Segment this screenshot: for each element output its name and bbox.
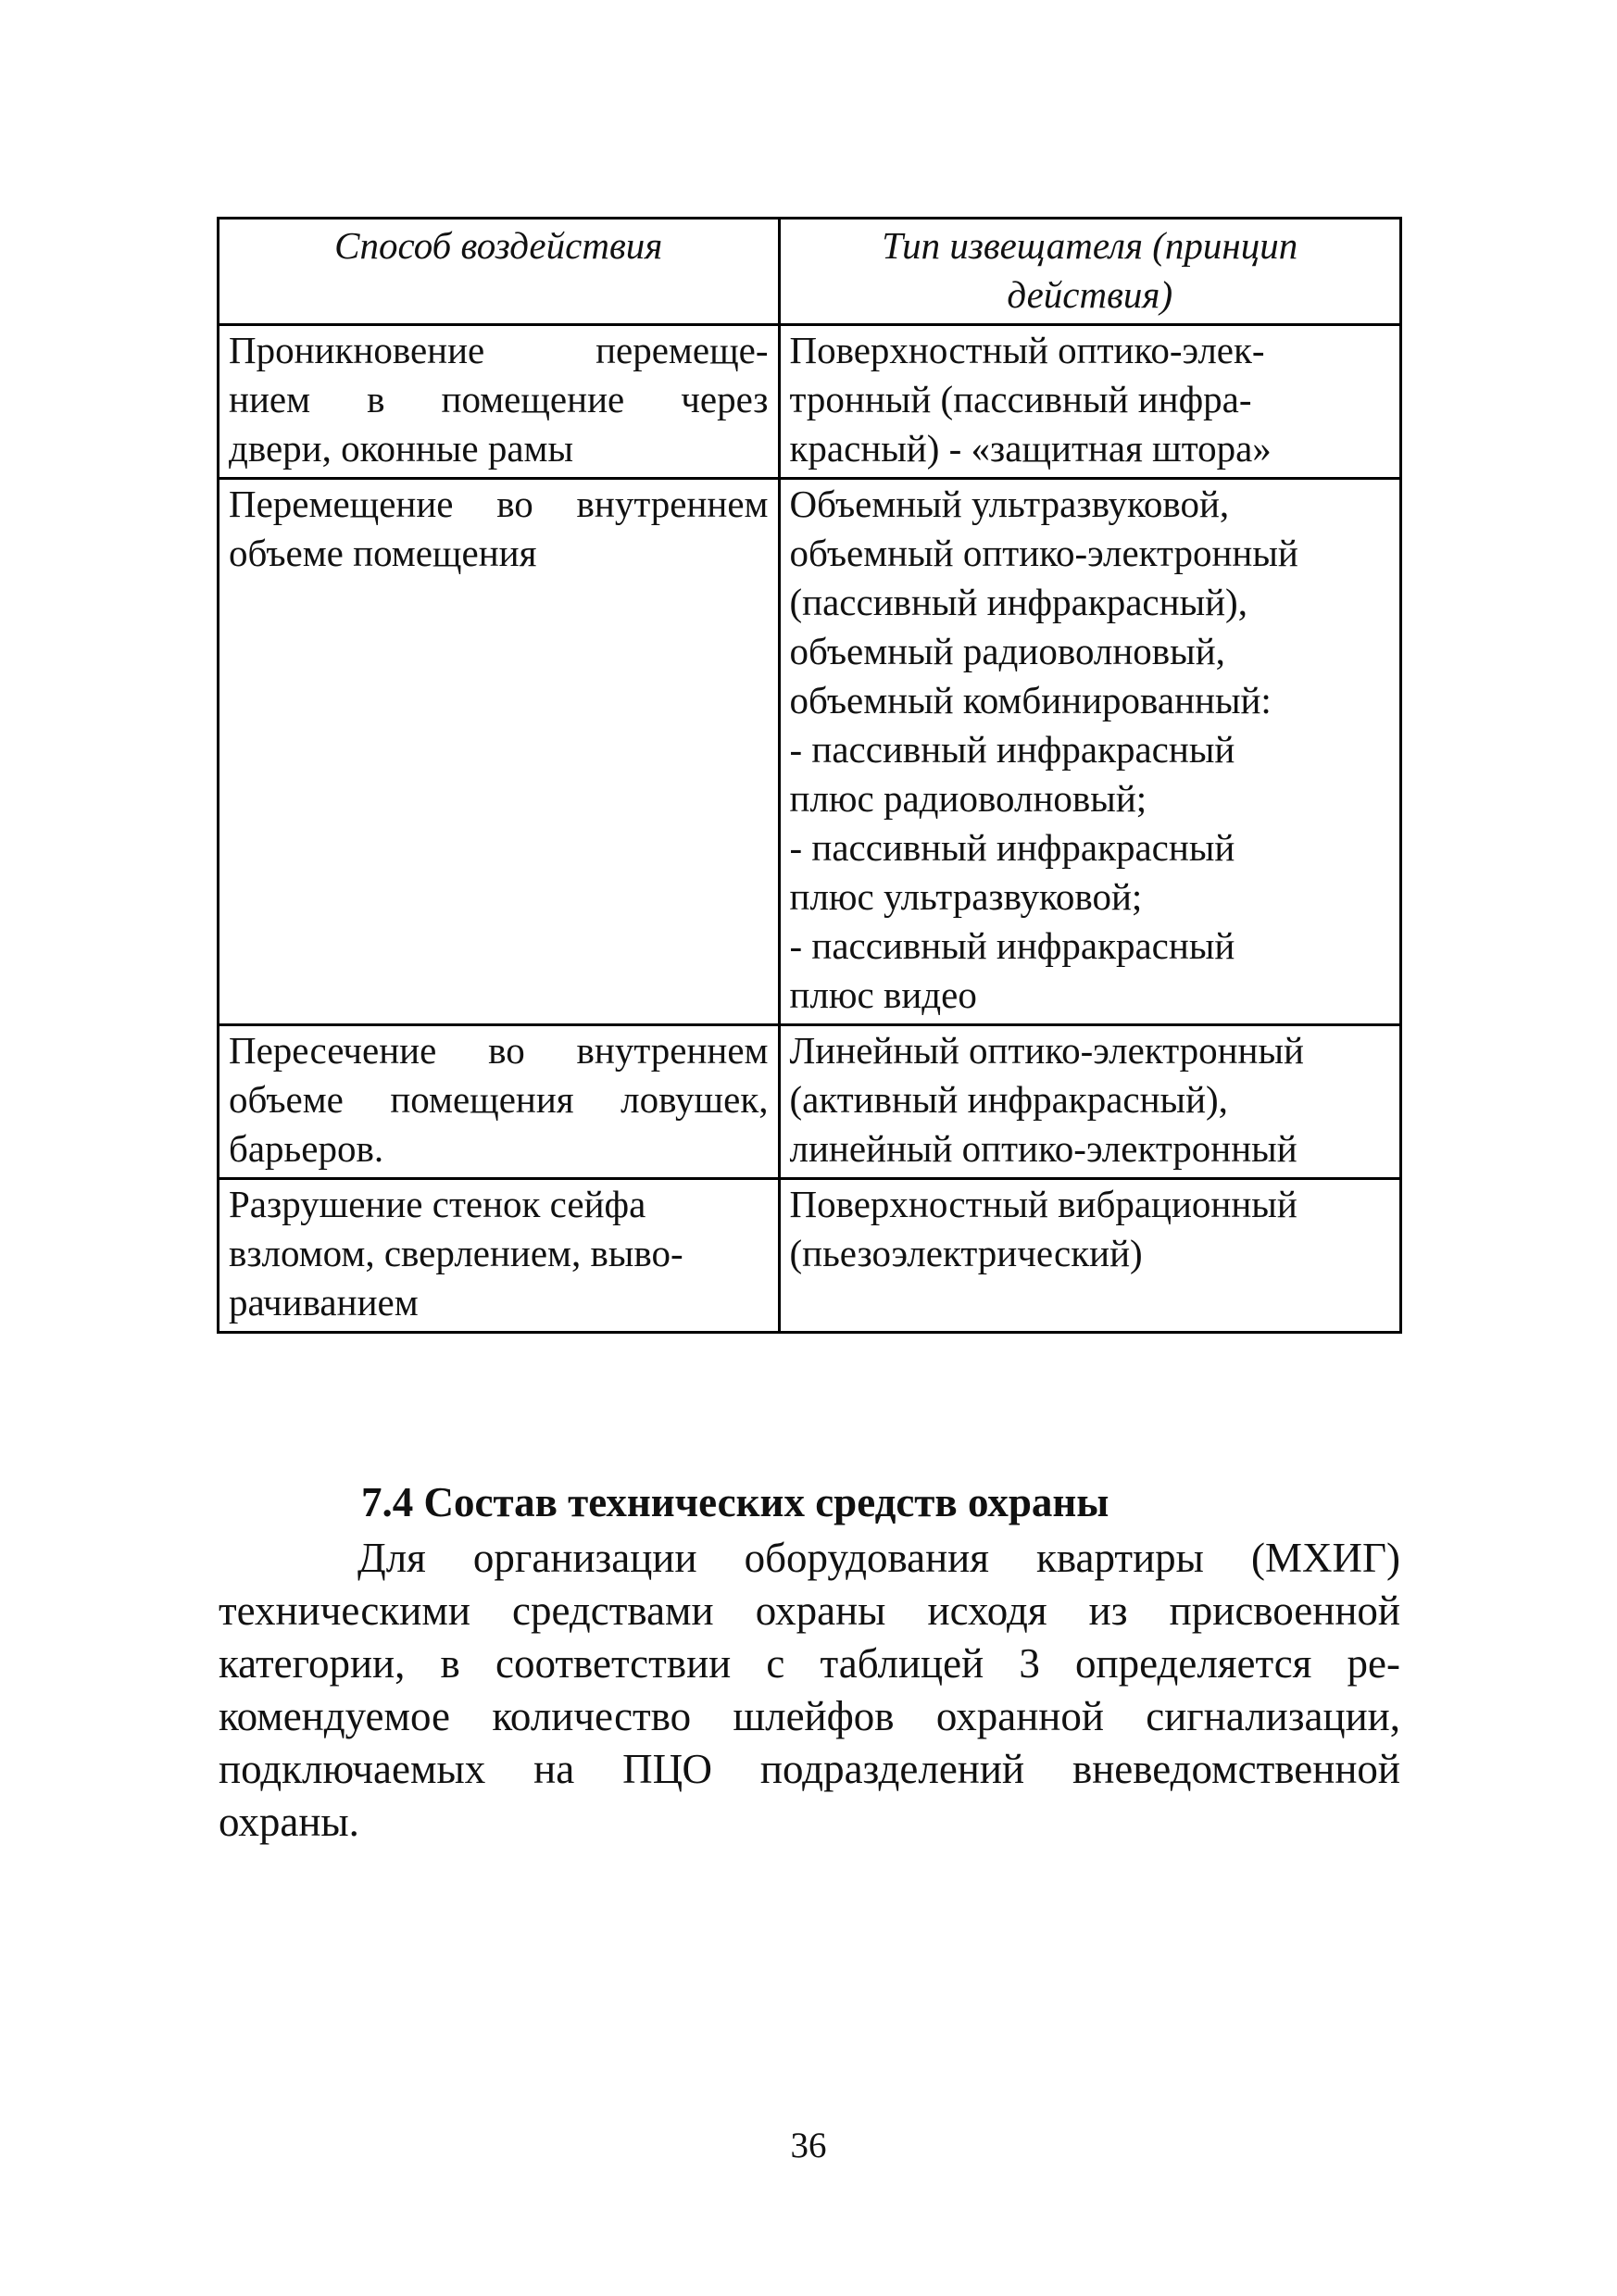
- cell-detector: [779, 1025, 1401, 1179]
- cell-line: (пассивный инфракрасный),: [789, 581, 1247, 623]
- cell-line: объеме помещения: [229, 532, 537, 574]
- cell-line: объеме помещения ловушек,: [229, 1078, 769, 1121]
- page-number: 36: [790, 2126, 827, 2165]
- header-detector-type: [779, 219, 1401, 325]
- paragraph-line: техническими средствами охраны исходя из присвоенной: [219, 1587, 1400, 1634]
- table-row: [219, 1179, 1401, 1333]
- paragraph-line: Для организации оборудования квартиры (МХИГ): [357, 1535, 1400, 1581]
- cell-line: Разрушение стенок сейфа: [229, 1183, 646, 1225]
- cell-line: Перемещение во внутреннем: [229, 483, 769, 525]
- cell-line: плюс радиоволновый;: [789, 777, 1147, 820]
- cell-line: Поверхностный оптико-элек-: [789, 329, 1265, 371]
- cell-line: плюс видео: [789, 973, 977, 1016]
- cell-detector: [779, 325, 1401, 479]
- paragraph-line: подключаемых на ПЦО подразделений вневедомственной: [219, 1746, 1400, 1792]
- cell-line: Линейный оптико-электронный: [789, 1029, 1304, 1072]
- cell-method: [219, 325, 780, 479]
- cell-method: [219, 1025, 780, 1179]
- paragraph-line: категории, в соответствии с таблицей 3 определяется ре-: [219, 1640, 1400, 1687]
- cell-line: - пассивный инфракрасный: [789, 728, 1235, 771]
- header-detector-line: действия): [1007, 273, 1173, 316]
- cell-line: рачиванием: [229, 1281, 419, 1324]
- cell-line: взломом, сверлением, выво-: [229, 1232, 683, 1274]
- header-method-line: Способ воздействия: [334, 224, 663, 267]
- header-method: [219, 219, 780, 325]
- table-row: [219, 325, 1401, 479]
- cell-line: объемный оптико-электронный: [789, 532, 1298, 574]
- table-row: [219, 479, 1401, 1025]
- cell-method: [219, 1179, 780, 1333]
- cell-line: плюс ультразвуковой;: [789, 875, 1143, 918]
- paragraph-line: охраны.: [219, 1799, 359, 1845]
- cell-line: - пассивный инфракрасный: [789, 826, 1235, 869]
- cell-line: Пересечение во внутреннем: [229, 1029, 769, 1072]
- cell-line: - пассивный инфракрасный: [789, 924, 1235, 967]
- table-row: [219, 1025, 1401, 1179]
- header-detector-line: Тип извещателя (принцип: [882, 224, 1298, 267]
- table-header-row: [219, 219, 1401, 325]
- cell-line: красный) - «защитная штора»: [789, 427, 1272, 470]
- detector-type-table: [217, 217, 1402, 1334]
- cell-line: Проникновение перемеще-: [229, 329, 769, 371]
- cell-line: Поверхностный вибрационный: [789, 1183, 1297, 1225]
- cell-line: объемный радиоволновый,: [789, 630, 1225, 672]
- cell-line: двери, оконные рамы: [229, 427, 574, 470]
- cell-line: линейный оптико-электронный: [789, 1127, 1297, 1170]
- cell-line: Объемный ультразвуковой,: [789, 483, 1230, 525]
- cell-line: (активный инфракрасный),: [789, 1078, 1228, 1121]
- paragraph-line: комендуемое количество шлейфов охранной сигнализации,: [219, 1693, 1400, 1739]
- cell-line: (пьезоэлектрический): [789, 1232, 1143, 1274]
- section-paragraph: [219, 1532, 1400, 1849]
- cell-detector: [779, 479, 1401, 1025]
- cell-detector: [779, 1179, 1401, 1333]
- cell-line: барьеров.: [229, 1127, 384, 1170]
- cell-line: тронный (пассивный инфра-: [789, 378, 1252, 420]
- cell-method: [219, 479, 780, 1025]
- cell-line: объемный комбинированный:: [789, 679, 1272, 721]
- section-title: 7.4 Состав технических средств охраны: [361, 1479, 1109, 1525]
- cell-line: нием в помещение через: [229, 378, 769, 420]
